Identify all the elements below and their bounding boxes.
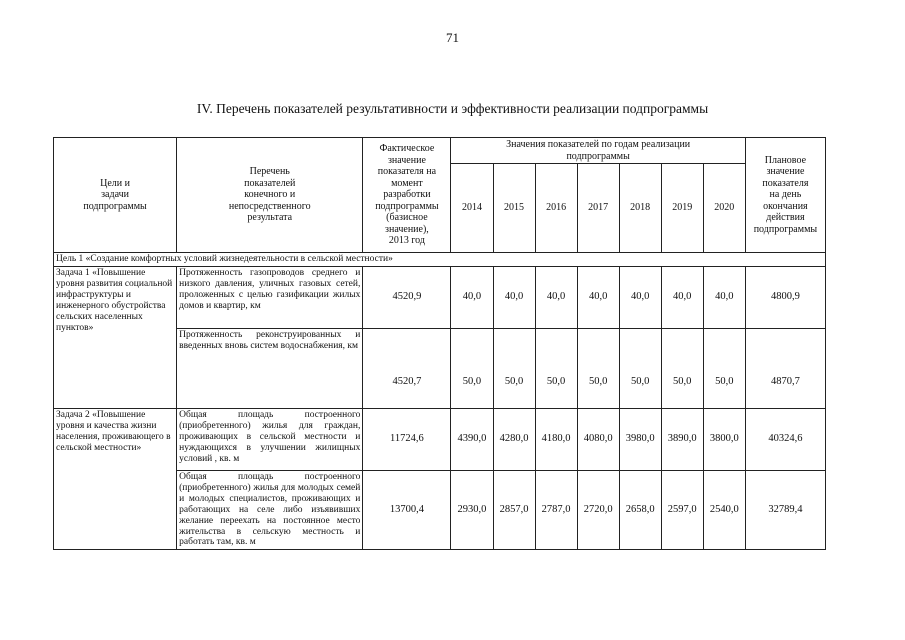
header-baseline: Фактическое значение показателя на момент разработки подпрограммы (базисное значение), 2013 год — [363, 138, 451, 253]
header-year: 2020 — [703, 164, 745, 253]
year-value-cell: 40,0 — [703, 266, 745, 328]
year-value-cell: 4280,0 — [493, 408, 535, 470]
header-year: 2019 — [661, 164, 703, 253]
header-year: 2018 — [619, 164, 661, 253]
planned-cell: 4870,7 — [745, 328, 825, 408]
header-planned: Плановое значение показателя на день окончания действия подпрограммы — [745, 138, 825, 253]
year-value-cell: 4390,0 — [451, 408, 493, 470]
goal-label: Цель 1 «Создание комфортных условий жизнедеятельности в сельской местности» — [54, 253, 826, 267]
year-value-cell: 2720,0 — [577, 470, 619, 549]
year-value-cell: 50,0 — [535, 328, 577, 408]
baseline-cell: 4520,9 — [363, 266, 451, 328]
year-value-cell: 2930,0 — [451, 470, 493, 549]
year-value-cell: 40,0 — [535, 266, 577, 328]
header-years-group: Значения показателей по годам реализации подпрограммы — [451, 138, 745, 164]
year-value-cell: 50,0 — [703, 328, 745, 408]
task-cell: Задача 1 «Повышение уровня развития социальной инфраструктуры и инженерного обустройства сельских населенных пунктов» — [54, 266, 177, 408]
section-title: IV. Перечень показателей результативности и эффективности реализации подпрограммы — [196, 101, 709, 116]
year-value-cell: 50,0 — [451, 328, 493, 408]
indicator-cell: Общая площадь построенного (приобретенного) жилья для молодых семей и молодых специалистов, проживающих и работающих на селе либо изъявивших желание переехать на постоянное место жительства в сельскую местность и работать там, кв. м — [177, 470, 363, 549]
year-value-cell: 4180,0 — [535, 408, 577, 470]
table-row — [54, 266, 826, 328]
indicator-cell: Протяженность газопроводов среднего и низкого давления, уличных газовых сетей, проложенных с целью газификации жилых домов и квартир, км — [177, 266, 363, 328]
year-value-cell: 50,0 — [493, 328, 535, 408]
header-year: 2016 — [535, 164, 577, 253]
planned-cell: 40324,6 — [745, 408, 825, 470]
year-value-cell: 50,0 — [577, 328, 619, 408]
year-value-cell: 2597,0 — [661, 470, 703, 549]
year-value-cell: 2787,0 — [535, 470, 577, 549]
baseline-cell: 13700,4 — [363, 470, 451, 549]
task-cell: Задача 2 «Повышение уровня и качества жизни населения, проживающего в сельской местности» — [54, 408, 177, 549]
year-value-cell: 3890,0 — [661, 408, 703, 470]
page-number: 71 — [446, 30, 459, 45]
year-value-cell: 40,0 — [661, 266, 703, 328]
indicator-cell: Общая площадь построенного (приобретенного) жилья для граждан, проживающих в сельской местности и нуждающихся в улучшении жилищных условий , кв. м — [177, 408, 363, 470]
year-value-cell: 3800,0 — [703, 408, 745, 470]
year-value-cell: 40,0 — [451, 266, 493, 328]
indicators-table — [53, 137, 826, 550]
year-value-cell: 50,0 — [619, 328, 661, 408]
header-row — [54, 138, 826, 164]
header-year: 2015 — [493, 164, 535, 253]
year-value-cell: 2540,0 — [703, 470, 745, 549]
year-value-cell: 40,0 — [577, 266, 619, 328]
header-indicators: Перечень показателей конечного и непосредственного результата — [177, 138, 363, 253]
header-year: 2014 — [451, 164, 493, 253]
header-year: 2017 — [577, 164, 619, 253]
indicator-cell: Протяженность реконструированных и введенных вновь систем водоснабжения, км — [177, 328, 363, 408]
year-value-cell: 4080,0 — [577, 408, 619, 470]
baseline-cell: 11724,6 — [363, 408, 451, 470]
goal-row — [54, 253, 826, 267]
baseline-cell: 4520,7 — [363, 328, 451, 408]
table-row — [54, 408, 826, 470]
year-value-cell: 50,0 — [661, 328, 703, 408]
planned-cell: 32789,4 — [745, 470, 825, 549]
header-goals: Цели и задачи подпрограммы — [54, 138, 177, 253]
planned-cell: 4800,9 — [745, 266, 825, 328]
year-value-cell: 2658,0 — [619, 470, 661, 549]
year-value-cell: 40,0 — [619, 266, 661, 328]
year-value-cell: 2857,0 — [493, 470, 535, 549]
year-value-cell: 40,0 — [493, 266, 535, 328]
year-value-cell: 3980,0 — [619, 408, 661, 470]
